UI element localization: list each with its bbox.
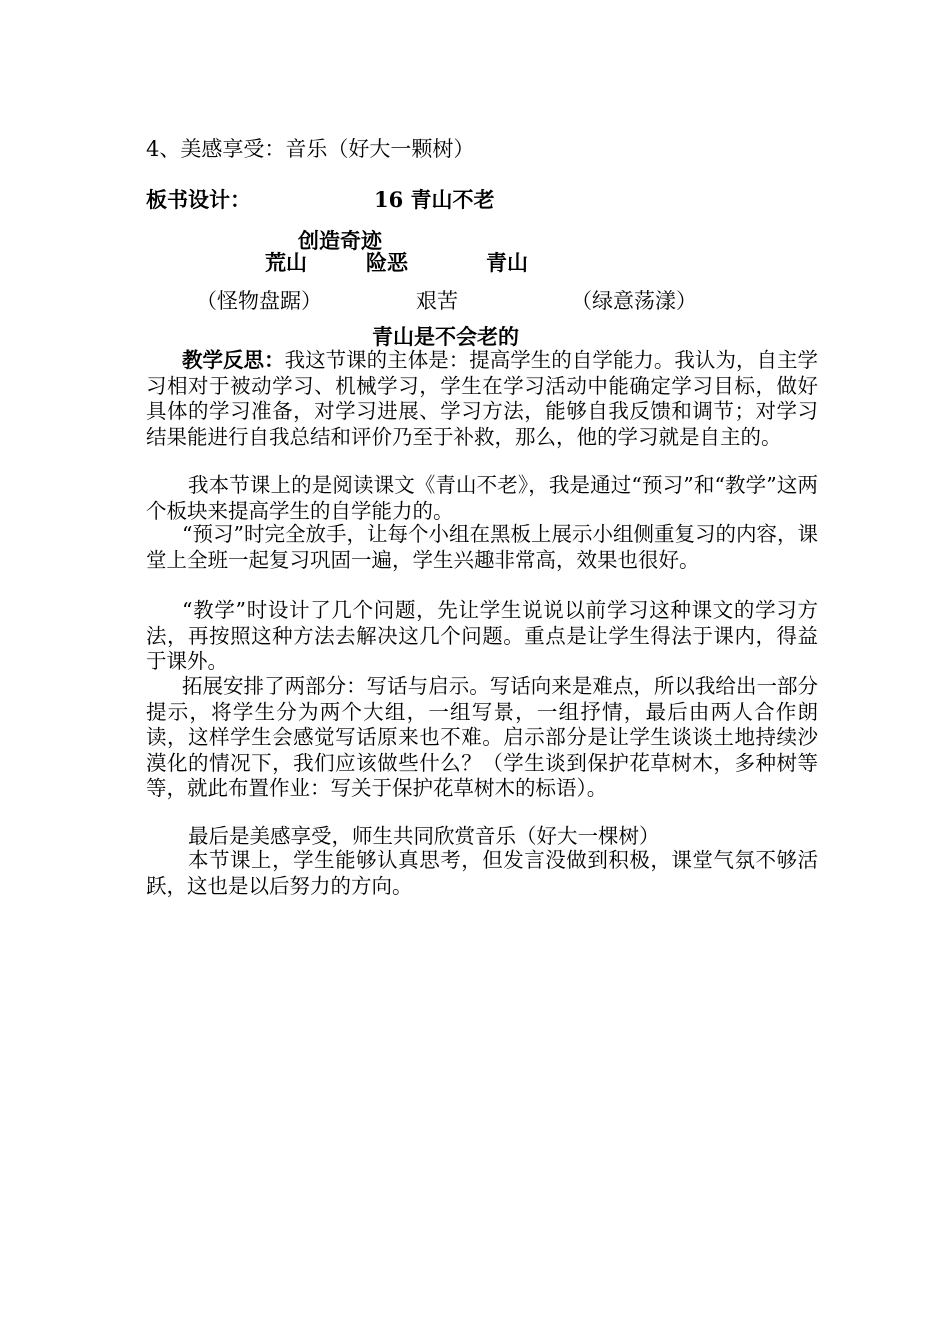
reflection-paragraph-1-text: 我这节课的主体是：提高学生的自学能力。我认为，自主学习相对于被动学习、机械学习，学生在学习活动中能确定学习目标，做好具体的学习准备，对学习进展、学习方法，能够自我反馈和调节；对学习结果能进行自我总结和评价乃至于补救，那么，他的学习就是自主的。 (146, 348, 819, 449)
board-greenery: （绿意荡漾） (571, 289, 697, 313)
reflection-paragraph-3: “预习”时完全放手，让每个小组在黑板上展示小组侧重复习的内容，课堂上全班一起复习巩固一遍，学生兴趣非常高，效果也很好。 (146, 522, 818, 572)
board-hardship: 艰苦 (416, 289, 458, 313)
reflection-paragraph-6: 最后是美感享受，师生共同欣赏音乐（好大一棵树） (188, 824, 660, 848)
board-green-mountain: 青山 (486, 250, 528, 275)
board-miracle: 创造奇迹 (298, 228, 382, 253)
reflection-paragraph-4: “教学”时设计了几个问题，先让学生说说以前学习这种课文的学习方法，再按照这种方法去解决这几个问题。重点是让学生得法于课内，得益于课外。 (146, 598, 818, 674)
reflection-paragraph-5: 拓展安排了两部分：写话与启示。写话向来是难点，所以我给出一部分提示，将学生分为两个大组，一组写景，一组抒情，最后由两人合作朗读，这样学生会感觉写话原来也不难。启示部分是让学生谈谈土地持续沙漠化的情况下，我们应该做些什么？（学生谈到保护花草树木，多种树等等，就此布置作业：写关于保护花草树木的标语）。 (146, 674, 818, 801)
reflection-paragraph-7: 本节课上，学生能够认真思考，但发言没做到积极，课堂气氛不够活跃，这也是以后努力的方向。 (146, 848, 818, 898)
music-line: 4、美感享受：音乐（好大一颗树） (146, 137, 475, 161)
board-conclusion: 青山是不会老的 (372, 324, 519, 349)
board-design-label: 板书设计： (146, 187, 251, 212)
board-title: 16 青山不老 (374, 187, 495, 212)
board-barren-mountain: 荒山 (265, 250, 307, 275)
board-danger: 险恶 (366, 250, 408, 275)
board-monster: （怪物盘踞） (196, 289, 322, 313)
reflection-label: 教学反思： (182, 348, 285, 372)
reflection-paragraph-1 (146, 348, 818, 450)
reflection-paragraph-2: 我本节课上的是阅读课文《青山不老》，我是通过“预习”和“教学”这两个板块来提高学生的自学能力的。 (146, 473, 818, 523)
